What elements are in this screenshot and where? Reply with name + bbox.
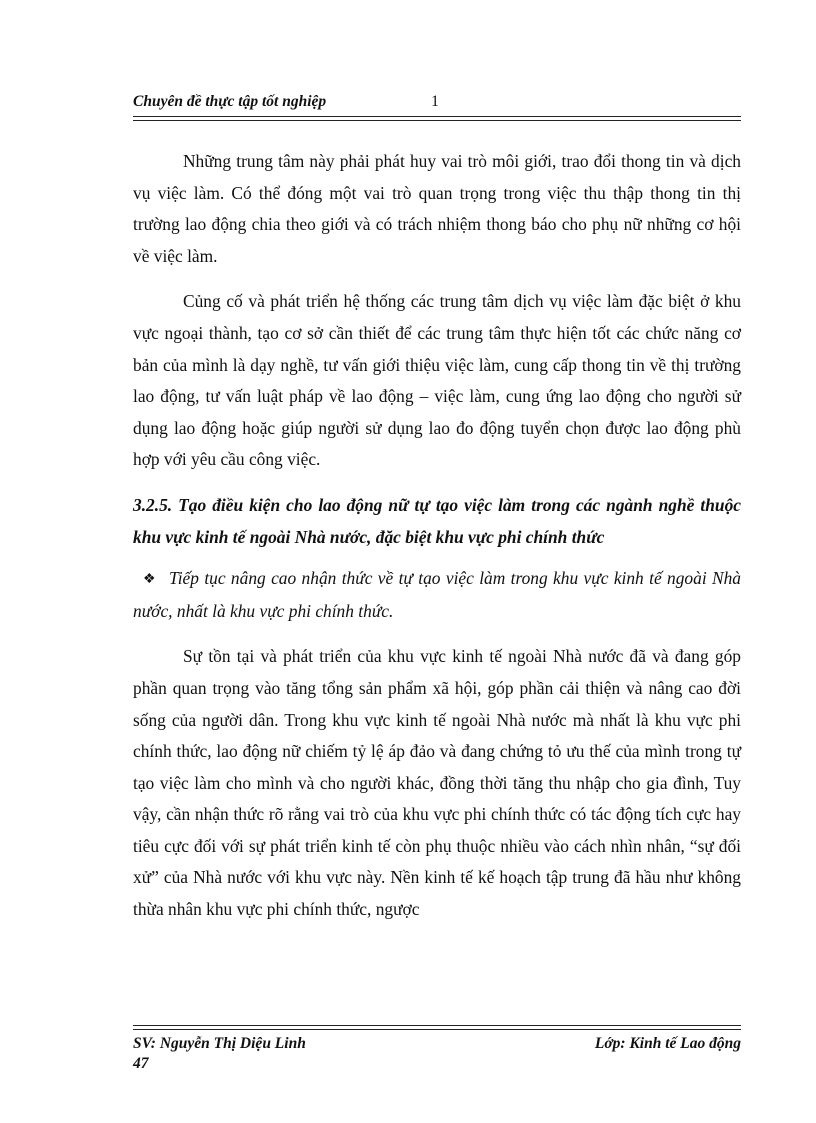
- bullet-text: Tiếp tục nâng cao nhận thức về tự tạo việc làm trong khu vực kinh tế ngoài Nhà nước, nhất là khu vực phi chính thức.: [133, 568, 741, 621]
- paragraph-3: Sự tồn tại và phát triển của khu vực kinh tế ngoài Nhà nước đã và đang góp phần quan trọng vào tăng tổng sản phẩm xã hội, góp phần cải thiện và nâng cao đời sống của người dân. Trong khu vực kinh tế ngoài Nhà nước mà nhất là khu vực phi chính thức, lao động nữ chiếm tỷ lệ áp đảo và đang chứng tỏ ưu thế của mình trong tự tạo việc làm cho mình và cho người khác, đồng thời tăng thu nhập cho gia đình, Tuy vậy, cần nhận thức rõ rằng vai trò của khu vực phi chính thức có tác động tích cực hay tiêu cực đối với sự phát triển kinh tế còn phụ thuộc nhiều vào cách nhìn nhân, “sự đối xử” của Nhà nước với khu vực này. Nền kinh tế kế hoạch tập trung đã hầu như không thừa nhân khu vực phi chính thức, ngược: [133, 646, 741, 920]
- header-rule-thin: [133, 120, 741, 121]
- bullet-item: [133, 563, 741, 627]
- page-number: 47: [133, 1055, 149, 1072]
- document-title: Chuyên đề thực tập tốt nghiệp: [133, 93, 327, 110]
- paragraph-2: Củng cố và phát triển hệ thống các trung tâm dịch vụ việc làm đặc biệt ở khu vực ngoại thành, tạo cơ sở cần thiết để các trung tâm thực hiện tốt các chức năng cơ bản của mình là dạy nghề, tư vấn giới thiệu việc làm, cung cấp thong tin về thị trường lao động, tư vấn luật pháp về lao động – việc làm, cung ứng lao động cho người sử dụng lao động hoặc giúp người sử dụng lao đo động tuyển chọn được lao động phù hợp với yêu cầu công việc.: [133, 291, 741, 470]
- page-header: [133, 93, 741, 115]
- paragraph-1: Những trung tâm này phải phát huy vai trò môi giới, trao đổi thong tin và dịch vụ việc làm. Có thể đóng một vai trò quan trọng trong việc thu thập thong tin thị trường lao động chia theo giới và có trách nhiệm thong báo cho phụ nữ những cơ hội về việc làm.: [133, 151, 741, 266]
- class-name: Lớp: Kinh tế Lao động: [594, 1035, 741, 1052]
- footer-rule-thin: [133, 1025, 741, 1026]
- student-name: SV: Nguyễn Thị Diệu Linh: [133, 1035, 306, 1052]
- header-rule: [133, 116, 741, 117]
- diamond-bullet-icon: ❖: [143, 572, 156, 588]
- section-heading: 3.2.5. Tạo điều kiện cho lao động nữ tự tạo việc làm trong các ngành nghề thuộc khu vực kinh tế ngoài Nhà nước, đặc biệt khu vực phi chính thức: [133, 494, 741, 547]
- header-page-marker: 1: [431, 93, 439, 110]
- page-body: [133, 146, 741, 926]
- footer-rule: [133, 1029, 741, 1030]
